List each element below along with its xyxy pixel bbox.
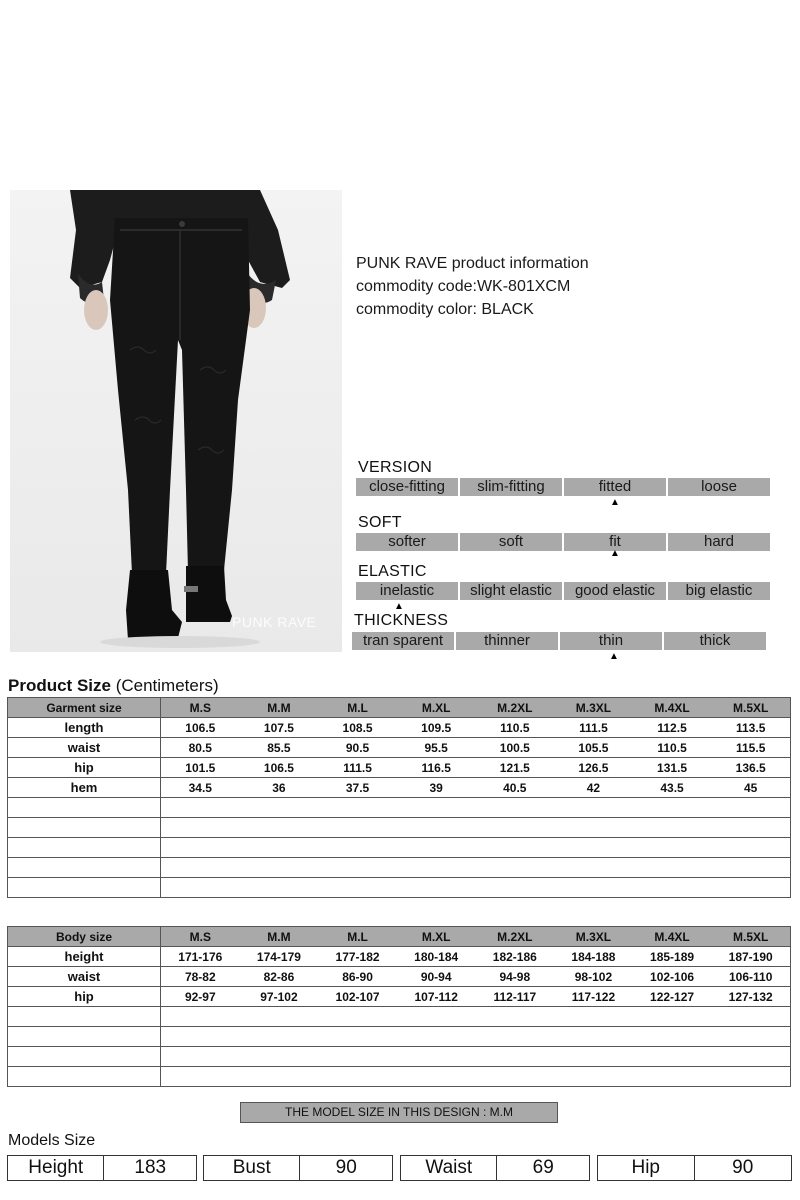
table-cell: 127-132	[728, 989, 773, 1004]
info-brand-line: PUNK RAVE product information	[356, 255, 589, 272]
empty-row	[8, 1047, 791, 1067]
table-cell: 40.5	[503, 780, 527, 795]
version-option-2: slim-fitting	[460, 478, 562, 496]
version-option-1: close-fitting	[356, 478, 458, 496]
soft-selected-marker: ▲	[610, 548, 620, 559]
elastic-option-4: big elastic	[668, 582, 770, 600]
empty-row	[8, 818, 791, 838]
row-label: waist	[8, 738, 161, 758]
table-cell: 116.5	[421, 760, 451, 775]
table-cell: 94-98	[499, 969, 531, 984]
body-size-table	[7, 926, 791, 1087]
table-cell: 171-176	[178, 949, 223, 964]
table-cell: 85.5	[267, 740, 291, 755]
model-measure-height	[7, 1155, 197, 1181]
table-cell: 184-188	[571, 949, 616, 964]
garment-size-header: Garment size	[8, 698, 161, 718]
row-label: hem	[8, 778, 161, 798]
table-cell: 180-184	[414, 949, 459, 964]
table-cell: 101.5	[185, 760, 216, 775]
table-row	[8, 987, 791, 1007]
measure-label: Bust	[204, 1156, 300, 1180]
thickness-option-1: tran sparent	[352, 632, 454, 650]
product-size-unit: (Centimeters)	[115, 676, 219, 695]
body-col-m4xl: M.4XL	[654, 929, 690, 944]
product-size-title-text: Product Size	[8, 676, 111, 695]
body-col-ml: M.L	[347, 929, 368, 944]
garment-col-mxl: M.XL	[421, 700, 451, 715]
table-cell: 37.5	[345, 780, 370, 795]
measure-value: 90	[335, 1157, 357, 1178]
version-option-4: loose	[668, 478, 770, 496]
table-cell: 92-97	[184, 989, 216, 1004]
body-col-mm: M.M	[267, 929, 291, 944]
table-cell: 90.5	[345, 740, 370, 755]
table-cell: 117-122	[571, 989, 616, 1004]
table-row	[8, 738, 791, 758]
table-cell: 36	[272, 780, 286, 795]
table-cell: 82-86	[263, 969, 295, 984]
table-row	[8, 758, 791, 778]
table-cell: 113.5	[736, 720, 766, 735]
table-row	[8, 947, 791, 967]
table-cell: 100.5	[499, 740, 530, 755]
table-cell: 108.5	[342, 720, 373, 735]
soft-option-2: soft	[460, 533, 562, 551]
table-cell: 111.5	[579, 720, 608, 735]
garment-size-table	[7, 697, 791, 898]
table-cell: 106.5	[185, 720, 216, 735]
table-row	[8, 718, 791, 738]
table-cell: 131.5	[657, 760, 688, 775]
garment-col-ml: M.L	[347, 700, 368, 715]
elastic-option-1: inelastic	[356, 582, 458, 600]
model-measure-hip	[597, 1155, 792, 1181]
table-cell: 112-117	[493, 989, 537, 1004]
table-cell: 90-94	[420, 969, 452, 984]
table-row	[8, 967, 791, 987]
table-cell: 121.5	[499, 760, 530, 775]
info-code-line: commodity code:WK-801XCM	[356, 278, 571, 295]
thickness-title: THICKNESS	[354, 612, 449, 629]
table-cell: 185-189	[650, 949, 695, 964]
thickness-selected-marker: ▲	[609, 651, 619, 662]
soft-option-3: fit	[564, 533, 666, 551]
body-col-mxl: M.XL	[421, 929, 451, 944]
table-cell: 78-82	[184, 969, 216, 984]
table-cell: 106.5	[263, 760, 294, 775]
row-label: hip	[8, 987, 161, 1007]
garment-size-header-row	[8, 698, 791, 718]
body-col-ms: M.S	[189, 929, 211, 944]
model-size-banner: THE MODEL SIZE IN THIS DESIGN : M.M	[240, 1102, 558, 1123]
body-col-m3xl: M.3XL	[575, 929, 612, 944]
thickness-option-3: thin	[560, 632, 662, 650]
body-col-m5xl: M.5XL	[733, 929, 769, 944]
product-size-title	[8, 676, 219, 696]
measure-label: Height	[8, 1156, 104, 1180]
table-cell: 115.5	[736, 740, 766, 755]
soft-title: SOFT	[358, 514, 402, 531]
measure-value: 90	[732, 1157, 754, 1178]
empty-row	[8, 1007, 791, 1027]
empty-row	[8, 878, 791, 898]
elastic-title: ELASTIC	[358, 563, 427, 580]
table-row	[8, 778, 791, 798]
version-option-3: fitted	[564, 478, 666, 496]
elastic-selected-marker: ▲	[394, 601, 404, 612]
empty-row	[8, 798, 791, 818]
body-size-header: Body size	[8, 927, 161, 947]
measure-label: Waist	[401, 1156, 497, 1180]
empty-row	[8, 1027, 791, 1047]
table-cell: 109.5	[421, 720, 452, 735]
table-cell: 111.5	[343, 760, 372, 775]
soft-option-1: softer	[356, 533, 458, 551]
table-cell: 110.5	[500, 720, 530, 735]
table-cell: 110.5	[657, 740, 687, 755]
model-measure-bust	[203, 1155, 393, 1181]
model-measure-waist	[400, 1155, 590, 1181]
version-title: VERSION	[358, 459, 433, 476]
table-cell: 34.5	[188, 780, 212, 795]
measure-label: Hip	[598, 1156, 695, 1180]
table-cell: 43.5	[660, 780, 684, 795]
table-cell: 126.5	[578, 760, 609, 775]
table-cell: 80.5	[188, 740, 212, 755]
table-cell: 102-107	[335, 989, 380, 1004]
product-photo	[10, 190, 342, 652]
table-cell: 106-110	[728, 969, 773, 984]
photo-watermark: PUNK RAVE	[232, 614, 317, 630]
table-cell: 122-127	[650, 989, 695, 1004]
table-cell: 86-90	[342, 969, 373, 984]
table-cell: 182-186	[492, 949, 537, 964]
garment-col-m4xl: M.4XL	[654, 700, 690, 715]
garment-col-mm: M.M	[267, 700, 291, 715]
empty-row	[8, 858, 791, 878]
body-col-m2xl: M.2XL	[497, 929, 533, 944]
table-cell: 45	[744, 780, 758, 795]
model-pants-illustration	[10, 190, 342, 652]
table-cell: 107.5	[263, 720, 294, 735]
product-info	[356, 252, 589, 321]
empty-row	[8, 1067, 791, 1087]
table-cell: 187-190	[728, 949, 773, 964]
info-color-line: commodity color: BLACK	[356, 301, 534, 318]
garment-col-ms: M.S	[189, 700, 211, 715]
table-cell: 107-112	[414, 989, 458, 1004]
elastic-option-2: slight elastic	[460, 582, 562, 600]
body-size-header-row	[8, 927, 791, 947]
table-cell: 95.5	[424, 740, 448, 755]
row-label: waist	[8, 967, 161, 987]
row-label: length	[8, 718, 161, 738]
table-cell: 42	[586, 780, 601, 795]
models-size-title: Models Size	[8, 1132, 96, 1149]
table-cell: 97-102	[260, 989, 298, 1004]
table-cell: 105.5	[578, 740, 609, 755]
measure-value: 69	[532, 1157, 554, 1178]
thickness-option-4: thick	[664, 632, 766, 650]
row-label: height	[8, 947, 161, 967]
table-cell: 136.5	[735, 760, 766, 775]
table-cell: 39	[429, 780, 443, 795]
measure-value: 183	[134, 1157, 167, 1178]
version-selected-marker: ▲	[610, 497, 620, 508]
table-cell: 112.5	[657, 720, 687, 735]
elastic-option-3: good elastic	[564, 582, 666, 600]
table-cell: 102-106	[650, 969, 695, 984]
thickness-option-2: thinner	[456, 632, 558, 650]
table-cell: 98-102	[574, 969, 613, 984]
row-label: hip	[8, 758, 161, 778]
garment-col-m2xl: M.2XL	[497, 700, 533, 715]
garment-col-m3xl: M.3XL	[575, 700, 612, 715]
garment-col-m5xl: M.5XL	[733, 700, 769, 715]
empty-row	[8, 838, 791, 858]
table-cell: 177-182	[335, 949, 380, 964]
table-cell: 174-179	[256, 949, 301, 964]
soft-option-4: hard	[668, 533, 770, 551]
